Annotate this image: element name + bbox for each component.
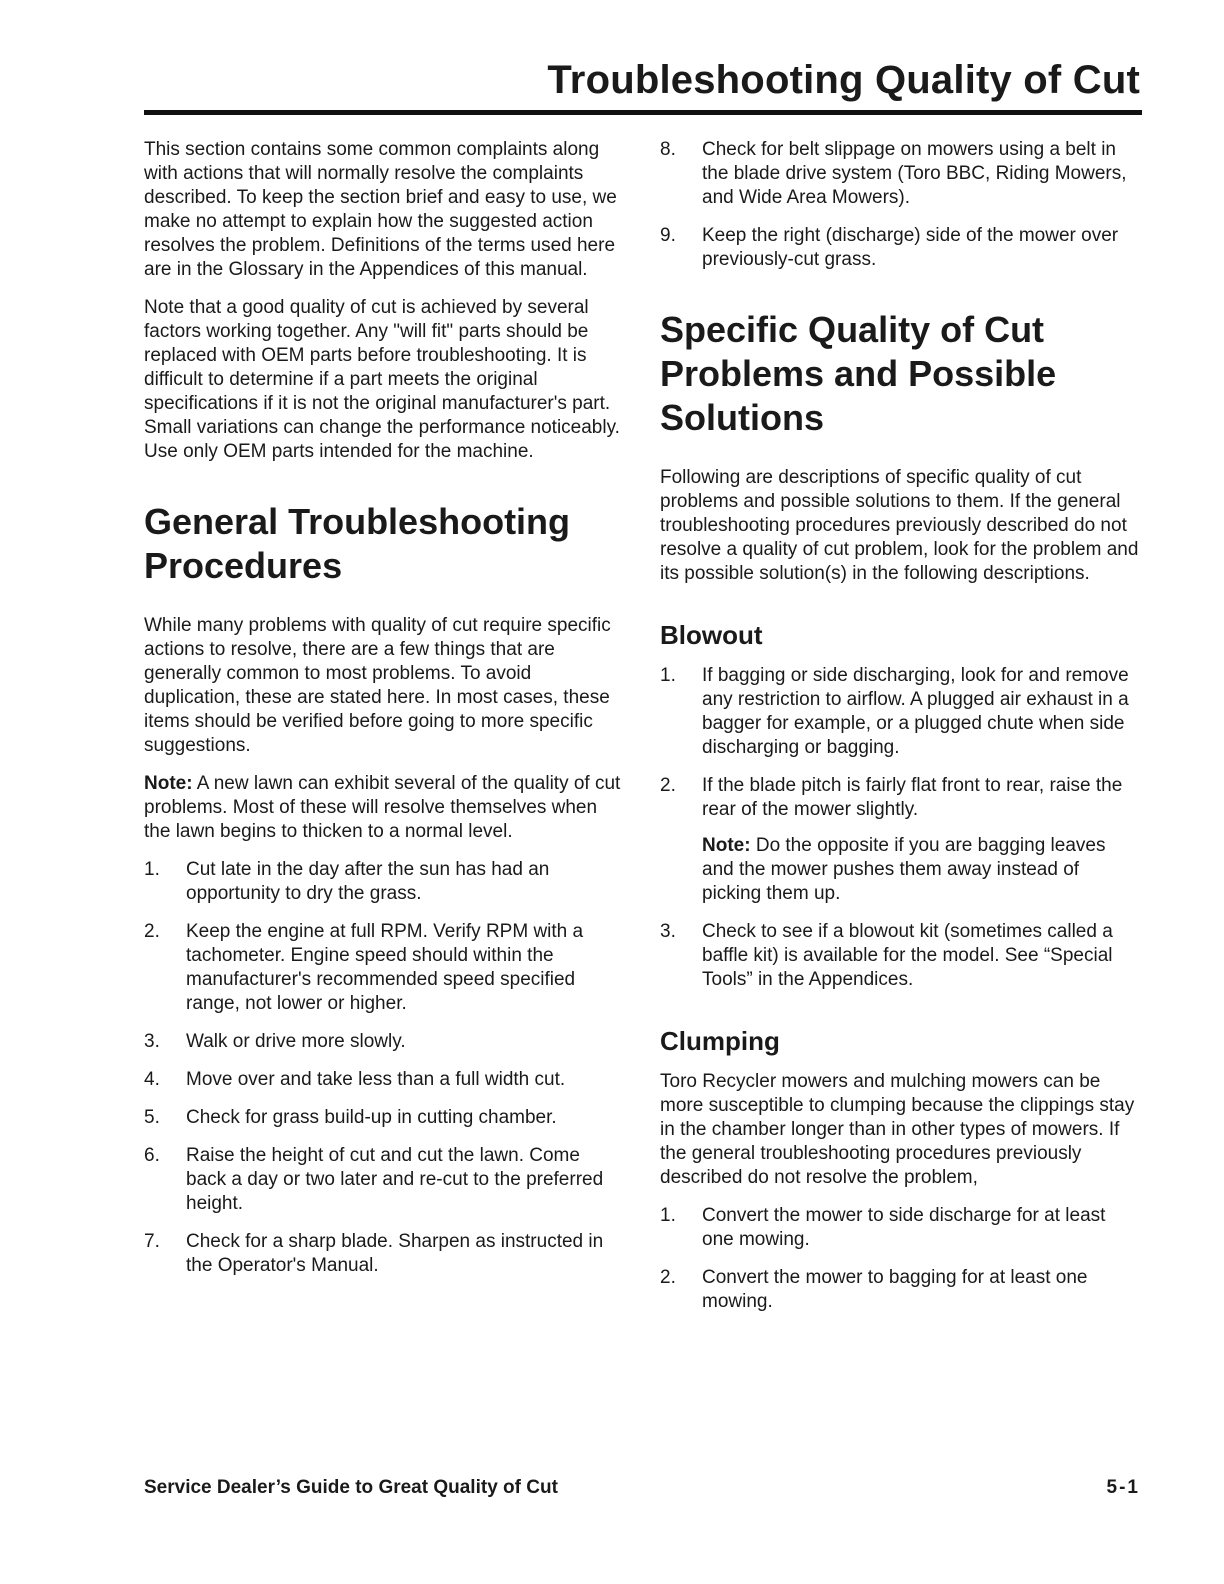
list-item — [660, 920, 1142, 992]
list-item — [144, 1068, 622, 1092]
list-item — [144, 1030, 622, 1054]
list-item — [660, 1204, 1142, 1252]
list-item — [144, 858, 622, 906]
intro-paragraph-2: Note that a good quality of cut is achieved by several factors working together. Any "will fit" parts should be replaced with OEM parts before troubleshooting. It is difficult to determine if a part meets the original specifications if it is not the original manufacturer's part. Small variations can change the performance noticeably. Use only OEM parts intended for the machine. — [144, 297, 620, 462]
step-text: Convert the mower to bagging for at least one mowing. — [702, 1267, 1088, 1312]
intro-paragraph-1: This section contains some common complaints along with actions that will normally resolve the complaints described. To keep the section brief and easy to use, we make no attempt to explain how the suggested action resolves the problem. Definitions of the terms used here are in the Glossary in the Appendices of this manual. — [144, 139, 617, 280]
page-number: 5-1 — [1106, 1477, 1140, 1498]
step-number: 8. — [660, 139, 676, 160]
step-number: 2. — [144, 921, 160, 942]
list-item — [144, 920, 622, 1016]
step-text: Raise the height of cut and cut the lawn. Come back a day or two later and re-cut to the preferred height. — [186, 1145, 604, 1214]
note-label: Note: — [144, 773, 193, 794]
step-number: 4. — [144, 1069, 160, 1090]
note-label: Note: — [702, 835, 751, 856]
blowout-steps-list — [660, 664, 1142, 992]
step-text: Check for grass build-up in cutting chamber. — [186, 1107, 557, 1128]
note-text: Do the opposite if you are bagging leaves and the mower pushes them away instead of picking them up. — [702, 835, 1106, 904]
step-text: Check for belt slippage on mowers using a belt in the blade drive system (Toro BBC, Riding Mowers, and Wide Area Mowers). — [702, 139, 1127, 208]
general-procedures-heading: General Troubleshooting Procedures — [144, 501, 571, 586]
list-item — [660, 664, 1142, 760]
note-text: A new lawn can exhibit several of the quality of cut problems. Most of these will resolve themselves when the lawn begins to thicken to a normal level. — [144, 773, 621, 842]
list-item — [660, 1266, 1142, 1314]
blowout-heading: Blowout — [660, 620, 763, 650]
step-number: 3. — [660, 921, 676, 942]
list-item — [144, 1144, 622, 1216]
step-number: 2. — [660, 1267, 676, 1288]
general-steps-list — [144, 858, 622, 1278]
step-text: If the blade pitch is fairly flat front to rear, raise the rear of the mower slightly. — [702, 775, 1123, 820]
footer-guide-title: Service Dealer’s Guide to Great Quality of Cut — [144, 1477, 558, 1498]
new-lawn-note — [144, 772, 622, 844]
step-number: 6. — [144, 1145, 160, 1166]
step-number: 2. — [660, 775, 676, 796]
blowout-note — [702, 834, 1142, 906]
step-number: 3. — [144, 1031, 160, 1052]
list-item — [144, 1106, 622, 1130]
step-text: Keep the right (discharge) side of the mower over previously-cut grass. — [702, 225, 1119, 270]
clumping-steps-list — [660, 1204, 1142, 1314]
clumping-heading: Clumping — [660, 1026, 780, 1056]
list-item — [144, 1230, 622, 1278]
general-steps-list-continued — [660, 138, 1142, 272]
step-text: Cut late in the day after the sun has had an opportunity to dry the grass. — [186, 859, 550, 904]
page-title: Troubleshooting Quality of Cut — [547, 58, 1140, 102]
general-paragraph: While many problems with quality of cut require specific actions to resolve, there are a few things that are generally common to most problems. To avoid duplication, these are stated here. In most cases, these items should be verified before going to more specific suggestions. — [144, 615, 611, 756]
list-item — [660, 138, 1142, 210]
step-text: If bagging or side discharging, look for and remove any restriction to airflow. A plugged air exhaust in a bagger for example, or a plugged chute when side discharging or bagging. — [702, 665, 1129, 758]
left-column — [144, 138, 622, 1292]
step-text: Keep the engine at full RPM. Verify RPM with a tachometer. Engine speed should within the manufacturer's recommended speed specified range, not lower or higher. — [186, 921, 584, 1014]
step-number: 5. — [144, 1107, 160, 1128]
step-number: 9. — [660, 225, 676, 246]
specific-paragraph: Following are descriptions of specific quality of cut problems and possible solutions to them. If the general troubleshooting procedures previously described do not resolve a quality of cut problem, look for the problem and its possible solution(s) in the following descriptions. — [660, 467, 1139, 584]
list-item — [660, 774, 1142, 906]
step-text: Check to see if a blowout kit (sometimes called a baffle kit) is available for the model. See “Special Tools” in the Appendices. — [702, 921, 1113, 990]
step-number: 7. — [144, 1231, 160, 1252]
header-rule — [144, 110, 1142, 115]
specific-problems-heading: Specific Quality of Cut Problems and Possible Solutions — [660, 309, 1057, 438]
step-text: Walk or drive more slowly. — [186, 1031, 406, 1052]
step-number: 1. — [660, 665, 676, 686]
clumping-paragraph: Toro Recycler mowers and mulching mowers can be more susceptible to clumping because the clippings stay in the chamber longer than in other types of mowers. If the general troubleshooting procedures previously described do not resolve the problem, — [660, 1071, 1135, 1188]
step-number: 1. — [144, 859, 160, 880]
step-text: Convert the mower to side discharge for at least one mowing. — [702, 1205, 1106, 1250]
right-column — [660, 138, 1142, 1328]
list-item — [660, 224, 1142, 272]
step-text: Move over and take less than a full width cut. — [186, 1069, 566, 1090]
step-number: 1. — [660, 1205, 676, 1226]
step-text: Check for a sharp blade. Sharpen as instructed in the Operator's Manual. — [186, 1231, 604, 1276]
